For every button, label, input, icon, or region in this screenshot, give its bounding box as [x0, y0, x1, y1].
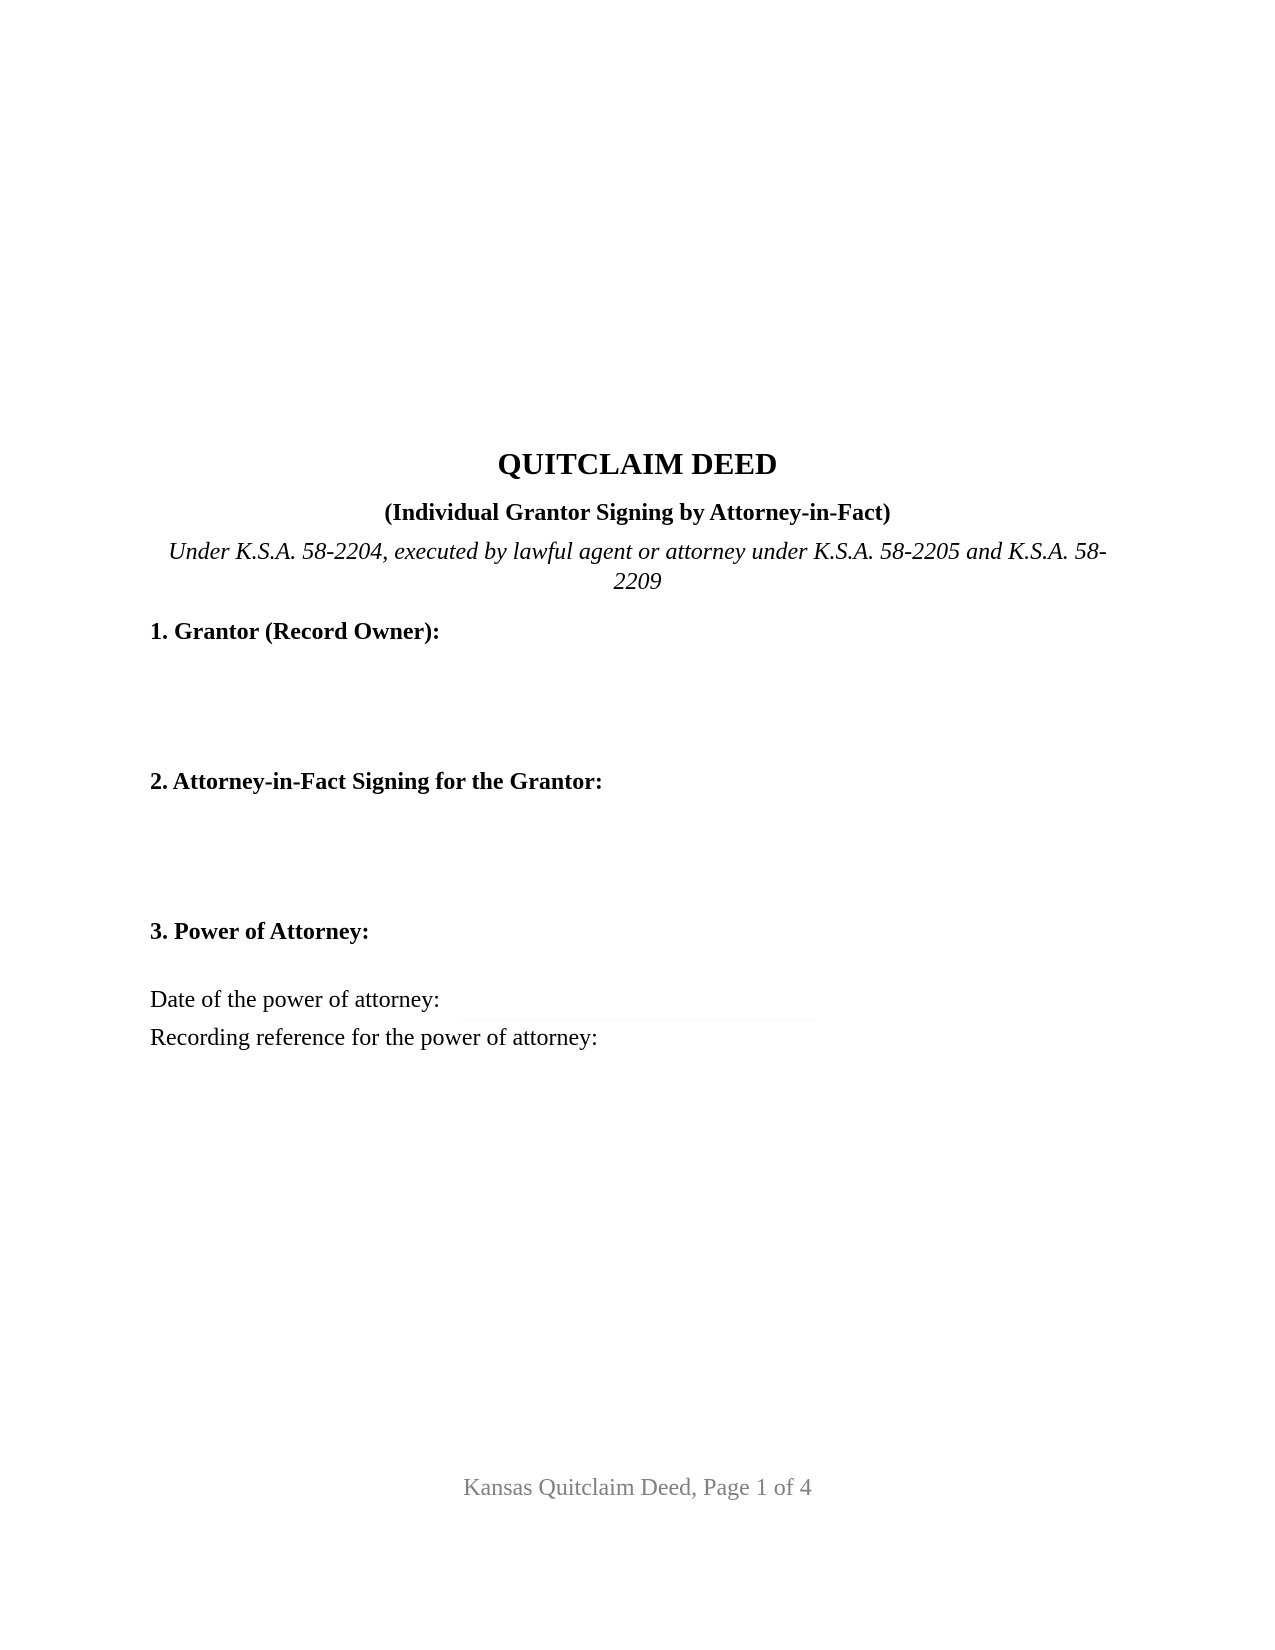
document-subtitle: (Individual Grantor Signing by Attorney-in-Fact) — [384, 500, 891, 526]
poa-date-label: Date of the power of attorney: — [150, 987, 440, 1013]
poa-date-fill-line — [461, 1018, 816, 1020]
document-title: QUITCLAIM DEED — [497, 446, 778, 481]
grantor-heading: 1. Grantor (Record Owner): — [150, 619, 441, 645]
power-of-attorney-heading: 3. Power of Attorney: — [150, 919, 370, 945]
poa-recording-label: Recording reference for the power of attorney: — [150, 1025, 598, 1051]
attorney-in-fact-heading: 2. Attorney-in-Fact Signing for the Grantor: — [150, 769, 603, 795]
page-footer: Kansas Quitclaim Deed, Page 1 of 4 — [463, 1475, 812, 1501]
statute-reference: Under K.S.A. 58-2204, executed by lawful agent or attorney under K.S.A. 58-2205 and K.S.A. 58-2209 — [168, 539, 1107, 595]
